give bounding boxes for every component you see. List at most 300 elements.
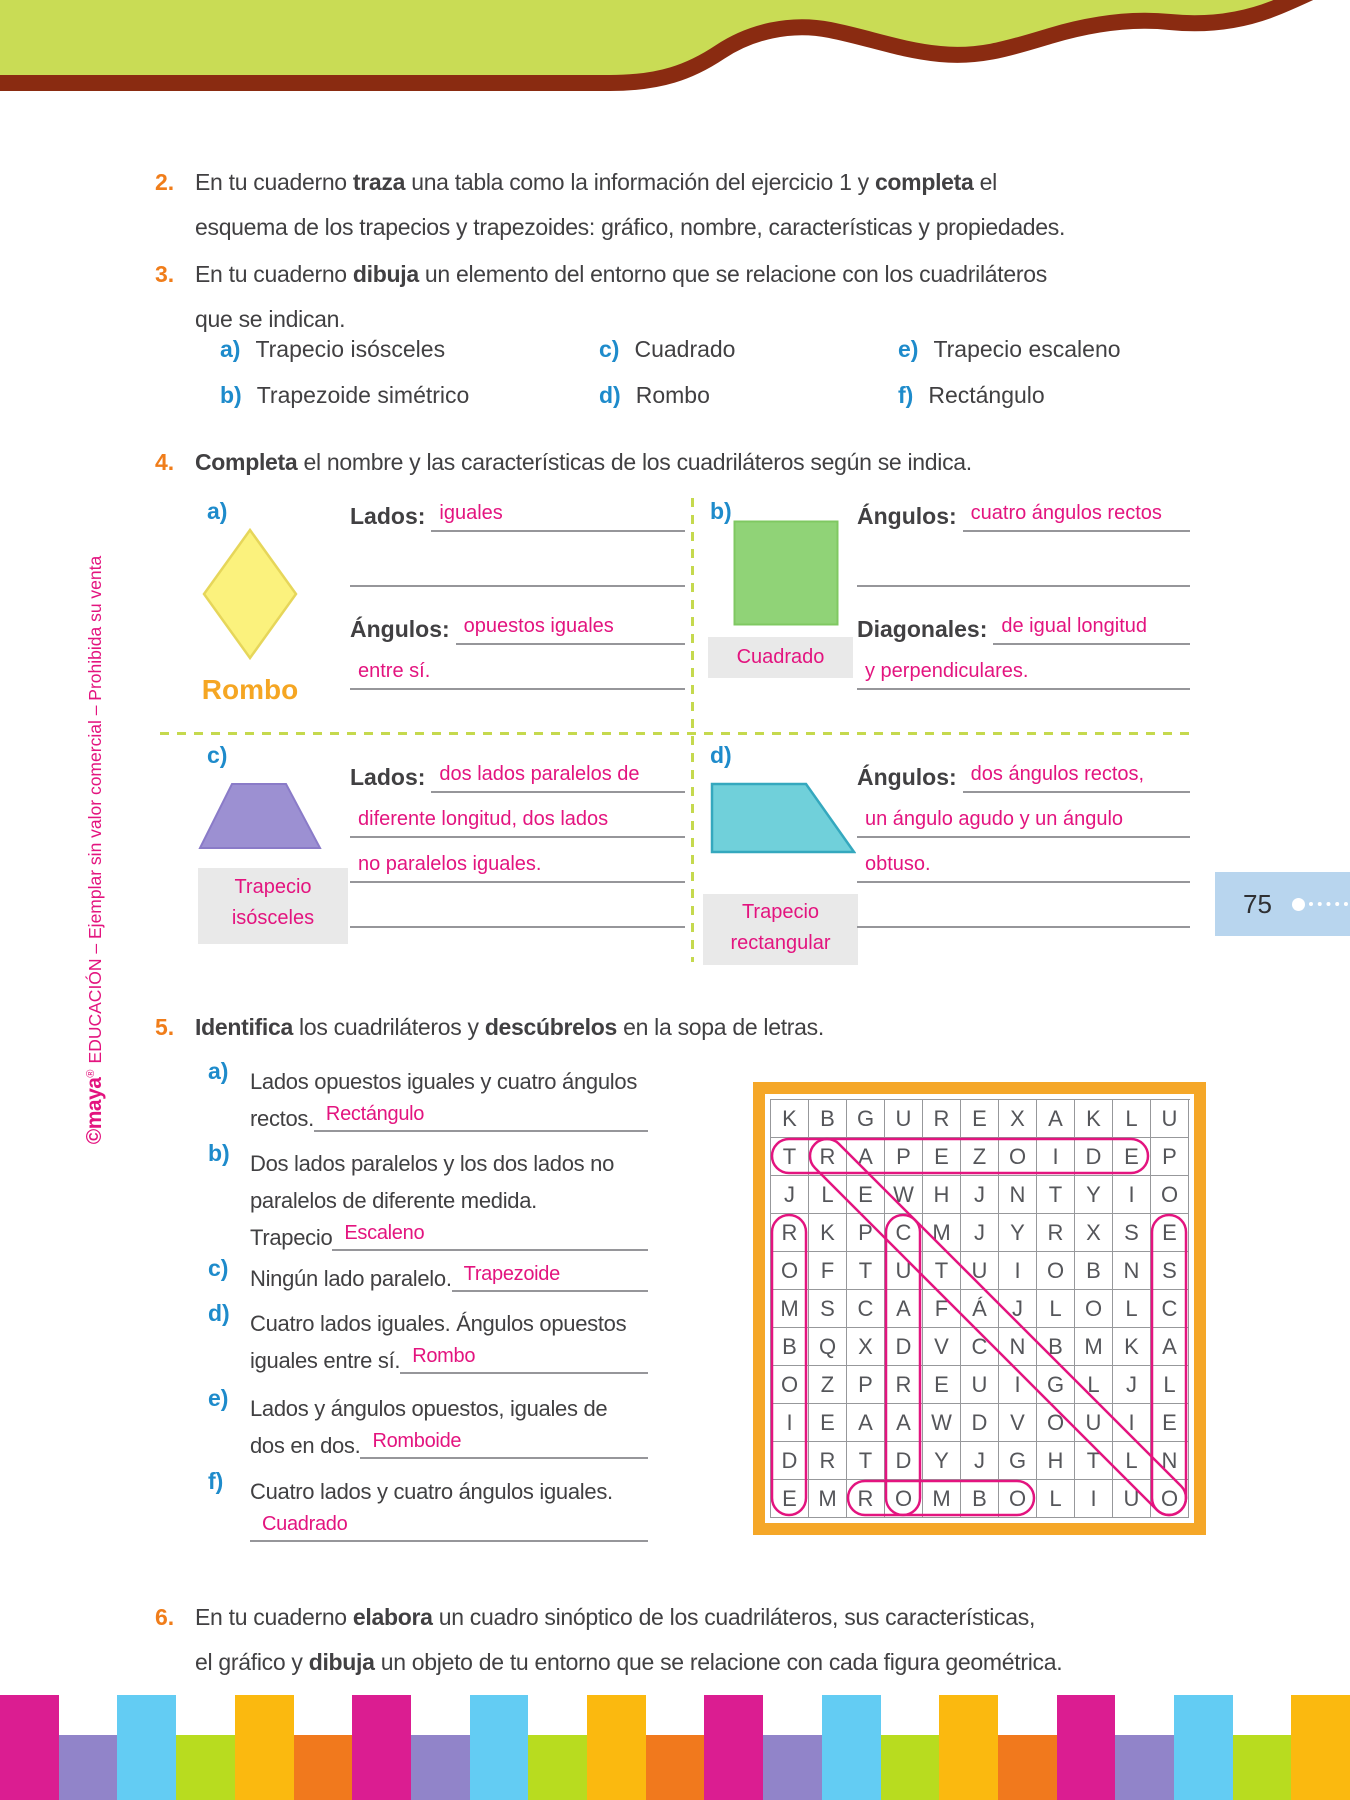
clue-text: iguales entre sí. [250,1348,401,1373]
wordsearch-cell: O [999,1480,1037,1518]
field-answer: de igual longitud [993,615,1190,645]
wordsearch-cell: S [1151,1252,1189,1290]
answer-line [857,605,1190,645]
footer-bar [998,1735,1057,1800]
quadrant-b-fields [857,492,1190,702]
field-label: Ángulos: [857,503,957,529]
exercise-2-text [195,160,1205,250]
answer-line [857,753,1190,793]
footer-bar [1174,1695,1233,1800]
badge-dotted-line [1309,902,1348,906]
clue-item [208,1140,648,1251]
exercise-4-text [195,440,1205,485]
clue-answer: Rectángulo [314,1103,648,1132]
wordsearch-cell: A [885,1404,923,1442]
wordsearch-cell: T [847,1442,885,1480]
footer-bar [704,1695,763,1800]
wordsearch-cell: O [1075,1290,1113,1328]
text-segment: una tabla como la información del ejercicio 1 y [405,169,875,195]
trapecio-rectangular-shape [710,782,856,854]
text-segment: un objeto de tu entorno que se relacione con cada figura geométrica. [374,1649,1063,1675]
field-answer: obtuso. [857,853,1190,883]
item-letter: b) [220,382,242,408]
answer-line [857,492,1190,532]
text-segment: que se indican. [195,306,346,332]
wordsearch-cell: E [923,1366,961,1404]
clue-item [208,1385,648,1459]
name-box-line: Trapecio [234,876,312,898]
wordsearch-cell: V [923,1328,961,1366]
text-segment: esquema de los trapecios y trapezoides: gráfico, nombre, características y propiedades. [195,214,1066,240]
wordsearch-cell: Q [809,1328,847,1366]
answer-line [350,843,685,883]
text-segment: completa [874,169,974,195]
wordsearch-cell: K [1075,1100,1113,1138]
text-segment: traza [352,169,406,195]
clue-text: Dos lados paralelos y los dos lados no [250,1151,615,1176]
quadrant-b-letter: b) [710,498,732,524]
clue-text: Ningún lado paralelo. [250,1266,452,1291]
clue-text: Lados opuestos iguales y cuatro ángulos [250,1069,638,1094]
wordsearch-cell: O [1151,1176,1189,1214]
clue-answer: Romboide [360,1430,648,1459]
text-segment: el nombre y las características de los cuadriláteros según se indica. [297,449,972,475]
field-answer: entre sí. [350,660,685,690]
wordsearch-cell: I [1075,1480,1113,1518]
text-segment: En tu cuaderno [195,261,353,287]
wordsearch-cell: S [1113,1214,1151,1252]
exercise-2-number: 2. [155,169,175,195]
field-answer: opuestos iguales [456,615,685,645]
wordsearch-cell: G [1037,1366,1075,1404]
answer-line [350,888,685,928]
answer-line [857,843,1190,883]
wordsearch-cell: E [1113,1138,1151,1176]
clue-item [208,1058,648,1132]
quadrant-divider-vertical [691,498,694,962]
quadrant-divider-horizontal [160,732,1195,735]
wordsearch-cell: M [923,1214,961,1252]
wordsearch-cell: M [1075,1328,1113,1366]
text-segment: Completa [195,449,298,475]
wordsearch-cell: O [771,1252,809,1290]
wordsearch-cell: R [923,1100,961,1138]
item-letter: a) [208,1058,229,1084]
wordsearch-cell: P [847,1214,885,1252]
footer-bar [0,1695,59,1800]
wordsearch-cell: L [1037,1480,1075,1518]
wordsearch-cell: E [923,1138,961,1176]
answer-line [857,547,1190,587]
clue-line [250,1255,648,1292]
wordsearch-cell: T [771,1138,809,1176]
wordsearch-cell: I [1037,1138,1075,1176]
wordsearch-cell: X [847,1328,885,1366]
wordsearch-cell: M [809,1480,847,1518]
wordsearch-cell: L [809,1176,847,1214]
item-letter: f) [208,1468,224,1494]
item-text: Cuadrado [634,336,736,362]
publisher-logo: ©maya [83,1077,106,1145]
wordsearch-cell: T [923,1252,961,1290]
wordsearch-cell: U [1151,1100,1189,1138]
wordsearch-cell: Z [809,1366,847,1404]
wordsearch-cell: I [999,1252,1037,1290]
wordsearch-cell: C [847,1290,885,1328]
wordsearch-cell: J [961,1442,999,1480]
wordsearch-cell: B [771,1328,809,1366]
wordsearch-cell: B [961,1480,999,1518]
name-box-line: rectangular [730,932,831,954]
wordsearch-cell: U [885,1252,923,1290]
wordsearch-cell: M [923,1480,961,1518]
wordsearch-cell: W [923,1404,961,1442]
footer-bar [763,1735,822,1800]
wordsearch-cell: L [1113,1290,1151,1328]
wordsearch-cell: Y [999,1214,1037,1252]
clue-line [250,1385,648,1422]
wordsearch-cell: C [961,1328,999,1366]
wordsearch-cell: D [1075,1138,1113,1176]
ex3-item [599,382,710,409]
clue-answer: Cuadrado [250,1513,648,1542]
wordsearch-cell: D [885,1328,923,1366]
clue-line [250,1095,648,1132]
wordsearch-cell: N [1151,1442,1189,1480]
field-answer: dos ángulos rectos, [963,763,1190,793]
wordsearch-frame [753,1082,1206,1535]
sidebar-copyright [83,465,111,1235]
registered-mark: ® [85,1069,97,1078]
answer-line [350,547,685,587]
ex3-item [220,382,469,409]
quadrant-c-fields [350,753,685,938]
wordsearch-cell: J [999,1290,1037,1328]
clue-line [250,1177,648,1214]
item-text: Rectángulo [928,382,1045,408]
wordsearch-cell: E [961,1100,999,1138]
wordsearch-cell: B [1037,1328,1075,1366]
wordsearch-cell: G [847,1100,885,1138]
wordsearch-grid [770,1099,1190,1518]
wordsearch-cell: R [809,1442,847,1480]
trapecio-isosceles-shape [198,782,322,850]
answer-line [350,605,685,645]
quadrant-d-letter: d) [710,742,732,768]
quadrant-d-fields [857,753,1190,938]
wordsearch-cell: R [809,1138,847,1176]
name-box-line: isósceles [231,907,315,929]
text-segment: el gráfico y [195,1649,309,1675]
wordsearch-cell: R [885,1366,923,1404]
clue-answer: Escaleno [332,1222,648,1251]
clue-answer: Rombo [400,1345,648,1374]
field-label: Lados: [350,764,426,790]
item-letter: c) [599,336,620,362]
wordsearch-cell: G [999,1442,1037,1480]
header-banner [0,0,1350,112]
item-letter: e) [898,336,919,362]
exercise-4-number: 4. [155,449,175,475]
clue-line [250,1337,648,1374]
wordsearch-cell: C [1151,1290,1189,1328]
item-letter: a) [220,336,241,362]
wordsearch-cell: U [1113,1480,1151,1518]
wordsearch-cell: T [847,1252,885,1290]
item-letter: e) [208,1385,229,1411]
wordsearch-cell: A [847,1138,885,1176]
trapecio-rectangular-name-box [703,894,858,965]
wordsearch-cell: J [961,1176,999,1214]
clue-line [250,1300,648,1337]
page-number-badge [1215,872,1350,936]
text-segment: Identifica [195,1014,293,1040]
wordsearch-cell: B [1075,1252,1113,1290]
item-text: Trapecio escaleno [933,336,1121,362]
clue-text: Cuatro lados y cuatro ángulos iguales. [250,1479,613,1504]
wordsearch-cell: P [847,1366,885,1404]
wordsearch-cell: A [847,1404,885,1442]
text-segment: en la sopa de letras. [617,1014,824,1040]
wordsearch-cell: L [1075,1366,1113,1404]
wordsearch-cell: K [771,1100,809,1138]
text-segment: el [973,169,997,195]
clue-item [208,1300,648,1374]
wordsearch-cell: O [1037,1404,1075,1442]
wordsearch-cell: O [999,1138,1037,1176]
wordsearch-cell: E [1151,1214,1189,1252]
wordsearch-cell: O [885,1480,923,1518]
clue-line [250,1468,648,1505]
wordsearch-cell: P [1151,1138,1189,1176]
footer-bar [176,1735,235,1800]
clue-text: paralelos de diferente medida. [250,1188,537,1213]
exercise-6-text [195,1595,1245,1685]
field-answer [857,580,1190,587]
field-label: Ángulos: [857,764,957,790]
copyright-text: EDUCACIÓN – Ejemplar sin valor comercial – Prohibida su venta [85,555,105,1064]
footer-bar [117,1695,176,1800]
field-answer: iguales [431,502,685,532]
field-answer: diferente longitud, dos lados [350,808,685,838]
quadrant-a-fields [350,492,685,702]
item-text: Trapezoide simétrico [256,382,470,408]
exercise-3-number: 3. [155,261,175,287]
wordsearch-cell: U [885,1100,923,1138]
exercise-5-text [195,1005,1205,1050]
footer-bar [1291,1695,1350,1800]
wordsearch-cell: R [1037,1214,1075,1252]
exercise-6-number: 6. [155,1604,175,1630]
wordsearch-cell: F [923,1290,961,1328]
clue-text: Trapecio [250,1225,333,1250]
wordsearch-cell: L [1151,1366,1189,1404]
answer-line [350,753,685,793]
footer-bar [411,1735,470,1800]
wordsearch-cell: O [1037,1252,1075,1290]
footer-bar [881,1735,940,1800]
text-segment: En tu cuaderno [195,169,353,195]
field-answer [857,921,1190,928]
field-label: Ángulos: [350,616,450,642]
wordsearch-cell: X [999,1100,1037,1138]
text-segment: dibuja [352,261,419,287]
clue-line [250,1505,648,1542]
wordsearch-cell: O [771,1366,809,1404]
wordsearch-cell: R [771,1214,809,1252]
field-answer: y perpendiculares. [857,660,1190,690]
wordsearch-cell: L [1113,1100,1151,1138]
wordsearch-cell: A [885,1290,923,1328]
field-answer: no paralelos iguales. [350,853,685,883]
wordsearch-cell: F [809,1252,847,1290]
item-text: Trapecio isósceles [255,336,446,362]
wordsearch-cell: Á [961,1290,999,1328]
item-letter: f) [898,382,914,408]
footer-bar [59,1735,118,1800]
field-answer: cuatro ángulos rectos [963,502,1190,532]
wordsearch-cell: A [1037,1100,1075,1138]
wordsearch-cell: U [1075,1404,1113,1442]
footer-bar [587,1695,646,1800]
field-label: Lados: [350,503,426,529]
clue-text: rectos. [250,1106,314,1131]
wordsearch-cell: O [1151,1480,1189,1518]
answer-line [857,798,1190,838]
footer-bar [235,1695,294,1800]
wordsearch-cell: U [961,1252,999,1290]
field-answer [350,921,685,928]
wordsearch-cell: X [1075,1214,1113,1252]
answer-line [350,650,685,690]
name-box-line: Trapecio [741,901,820,923]
footer-bar [822,1695,881,1800]
wordsearch-cell: P [885,1138,923,1176]
wordsearch-cell: J [1113,1366,1151,1404]
footer-bar [939,1695,998,1800]
clue-item [208,1468,648,1542]
footer-bars [0,1695,1350,1800]
wordsearch-cell: C [885,1214,923,1252]
footer-bar [294,1735,353,1800]
wordsearch-cell: D [771,1442,809,1480]
quadrant-a-letter: a) [207,498,228,524]
exercise-5-number: 5. [155,1014,175,1040]
wordsearch-cell: V [999,1404,1037,1442]
rombo-name-label: Rombo [201,674,299,705]
wordsearch-cell: I [1113,1176,1151,1214]
quadrant-c-letter: c) [207,742,228,768]
wordsearch-cell: I [1113,1404,1151,1442]
wordsearch-cell: N [999,1328,1037,1366]
wordsearch-cell: H [923,1176,961,1214]
item-letter: d) [208,1300,230,1326]
footer-bar [1233,1735,1292,1800]
wordsearch-cell: A [1151,1328,1189,1366]
wordsearch-cell: J [961,1214,999,1252]
clue-line [250,1058,648,1095]
footer-bar [352,1695,411,1800]
wordsearch-cell: N [999,1176,1037,1214]
wordsearch-cell: K [809,1214,847,1252]
text-segment: un cuadro sinóptico de los cuadriláteros, sus características, [432,1604,1036,1630]
footer-bar [646,1735,705,1800]
wordsearch-cell: E [771,1480,809,1518]
wordsearch-cell: D [885,1442,923,1480]
footer-bar [470,1695,529,1800]
field-answer [350,580,685,587]
text-segment: elabora [352,1604,433,1630]
wordsearch-cell: R [847,1480,885,1518]
text-segment: dibuja [308,1649,375,1675]
wordsearch-cell: I [999,1366,1037,1404]
text-segment: un elemento del entorno que se relacione con los cuadriláteros [418,261,1047,287]
ex3-item [220,336,445,363]
wordsearch-cell: E [1151,1404,1189,1442]
wordsearch-cell: N [1113,1252,1151,1290]
wordsearch-cell: Y [1075,1176,1113,1214]
ex3-item [898,336,1121,363]
wordsearch-cell: M [771,1290,809,1328]
wordsearch-cell: T [1037,1176,1075,1214]
wordsearch-cell: W [885,1176,923,1214]
footer-bar [1115,1735,1174,1800]
text-segment: En tu cuaderno [195,1604,353,1630]
answer-line [350,798,685,838]
wordsearch-cell: D [961,1404,999,1442]
footer-bar [1057,1695,1116,1800]
ex3-item [599,336,735,363]
wordsearch-cell: E [847,1176,885,1214]
clue-line [250,1214,648,1251]
field-answer: dos lados paralelos de [431,763,685,793]
wordsearch-cell: L [1113,1442,1151,1480]
clue-line [250,1140,648,1177]
text-segment: los cuadriláteros y [292,1014,485,1040]
clue-text: dos en dos. [250,1433,361,1458]
wordsearch-cell: Y [923,1442,961,1480]
wordsearch-cell: K [1113,1328,1151,1366]
wordsearch-cell: U [961,1366,999,1404]
ex3-item [898,382,1045,409]
cuadrado-shape [733,520,839,626]
wordsearch-cell: L [1037,1290,1075,1328]
clue-item [208,1255,648,1292]
answer-line [857,650,1190,690]
clue-answer: Trapezoide [452,1263,648,1292]
page-number: 75 [1243,888,1272,919]
rombo-shape [202,528,298,660]
badge-dot-icon [1292,898,1305,911]
field-label: Diagonales: [857,616,988,642]
answer-line [857,888,1190,928]
wordsearch-cell: I [771,1404,809,1442]
wordsearch-cell: H [1037,1442,1075,1480]
footer-bar [528,1735,587,1800]
wordsearch-cell: B [809,1100,847,1138]
wordsearch-cell: S [809,1290,847,1328]
exercise-3-text [195,252,1205,342]
wordsearch-cell: J [771,1176,809,1214]
wordsearch-cell: E [809,1404,847,1442]
answer-line [350,492,685,532]
item-letter: b) [208,1140,230,1166]
text-segment: descúbrelos [484,1014,618,1040]
cuadrado-name-box: Cuadrado [708,637,853,678]
wordsearch-cell: T [1075,1442,1113,1480]
field-answer: un ángulo agudo y un ángulo [857,808,1190,838]
item-text: Rombo [635,382,710,408]
